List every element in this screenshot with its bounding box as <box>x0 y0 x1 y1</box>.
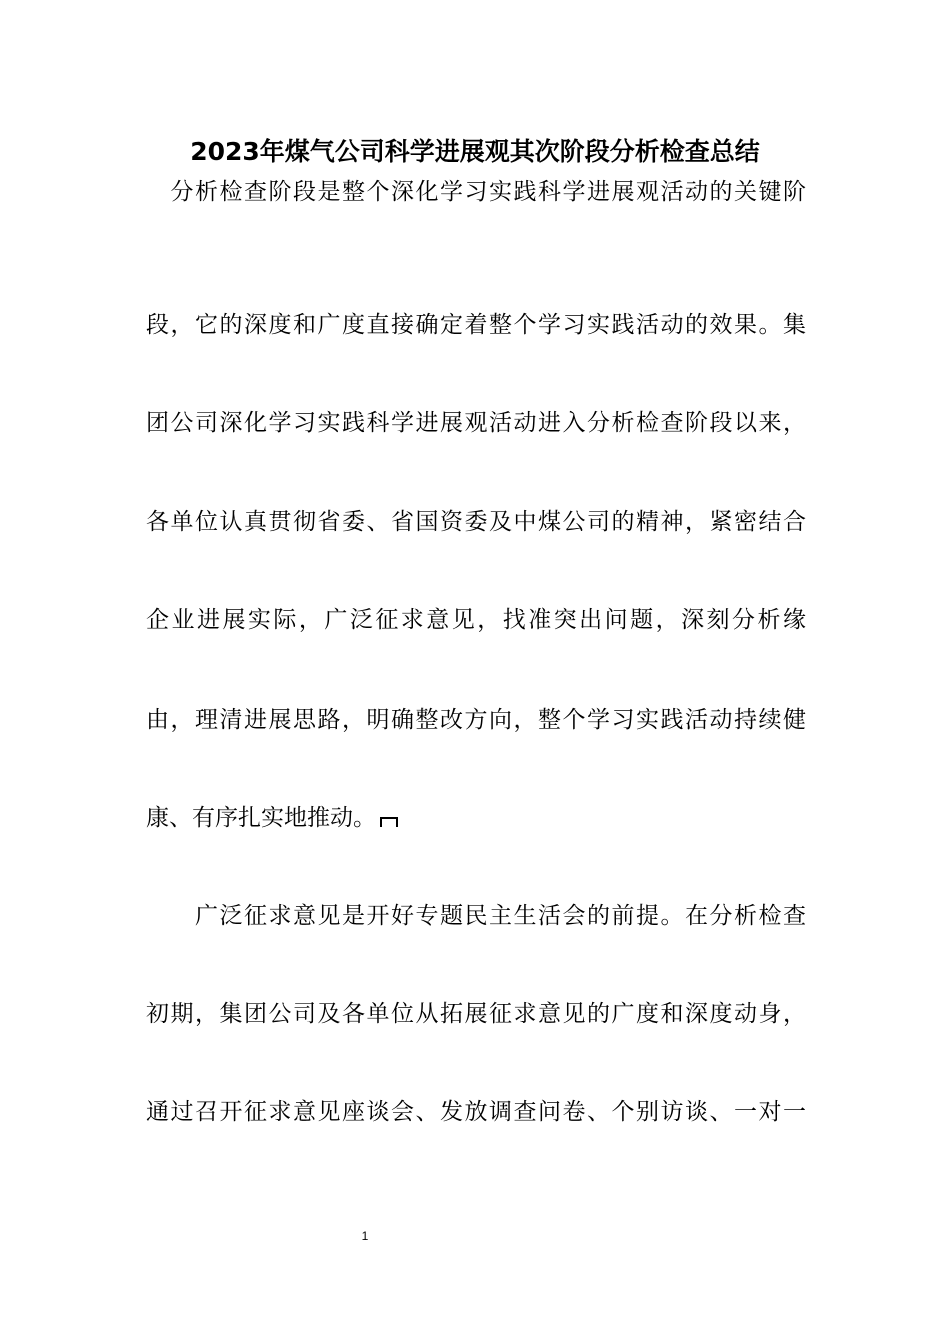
paragraph-1-line-7 <box>146 798 806 838</box>
paragraph-2-line-1: 广泛征求意见是开好专题民主生活会的前提。在分析检查 <box>146 903 806 929</box>
paragraph-2-line-3: 通过召开征求意见座谈会、发放调查问卷、个别访谈、一对一 <box>146 1099 806 1125</box>
paragraph-1-line-3: 团公司深化学习实践科学进展观活动进入分析检查阶段以来， <box>146 410 806 436</box>
paragraph-1-line-2: 段，它的深度和广度直接确定着整个学习实践活动的效果。集 <box>146 312 806 338</box>
paragraph-1-line-1: 分析检查阶段是整个深化学习实践科学进展观活动的关键阶 <box>146 179 806 205</box>
document-title: 2023年煤气公司科学进展观其次阶段分析检查总结 <box>190 137 760 166</box>
paragraph-1-line-4: 各单位认真贯彻省委、省国资委及中煤公司的精神，紧密结合 <box>146 509 806 535</box>
paragraph-2-line-2: 初期，集团公司及各单位从拓展征求意见的广度和深度动身， <box>146 1001 806 1027</box>
page-number: 1 <box>361 1229 369 1243</box>
paragraph-mark-icon <box>380 817 398 827</box>
paragraph-1-line-6: 由，理清进展思路，明确整改方向，整个学习实践活动持续健 <box>146 707 806 733</box>
paragraph-1-line-5: 企业进展实际，广泛征求意见，找准突出问题，深刻分析缘 <box>146 607 806 633</box>
paragraph-1-line-7-text: 康、有序扎实地推动。 <box>146 805 376 831</box>
